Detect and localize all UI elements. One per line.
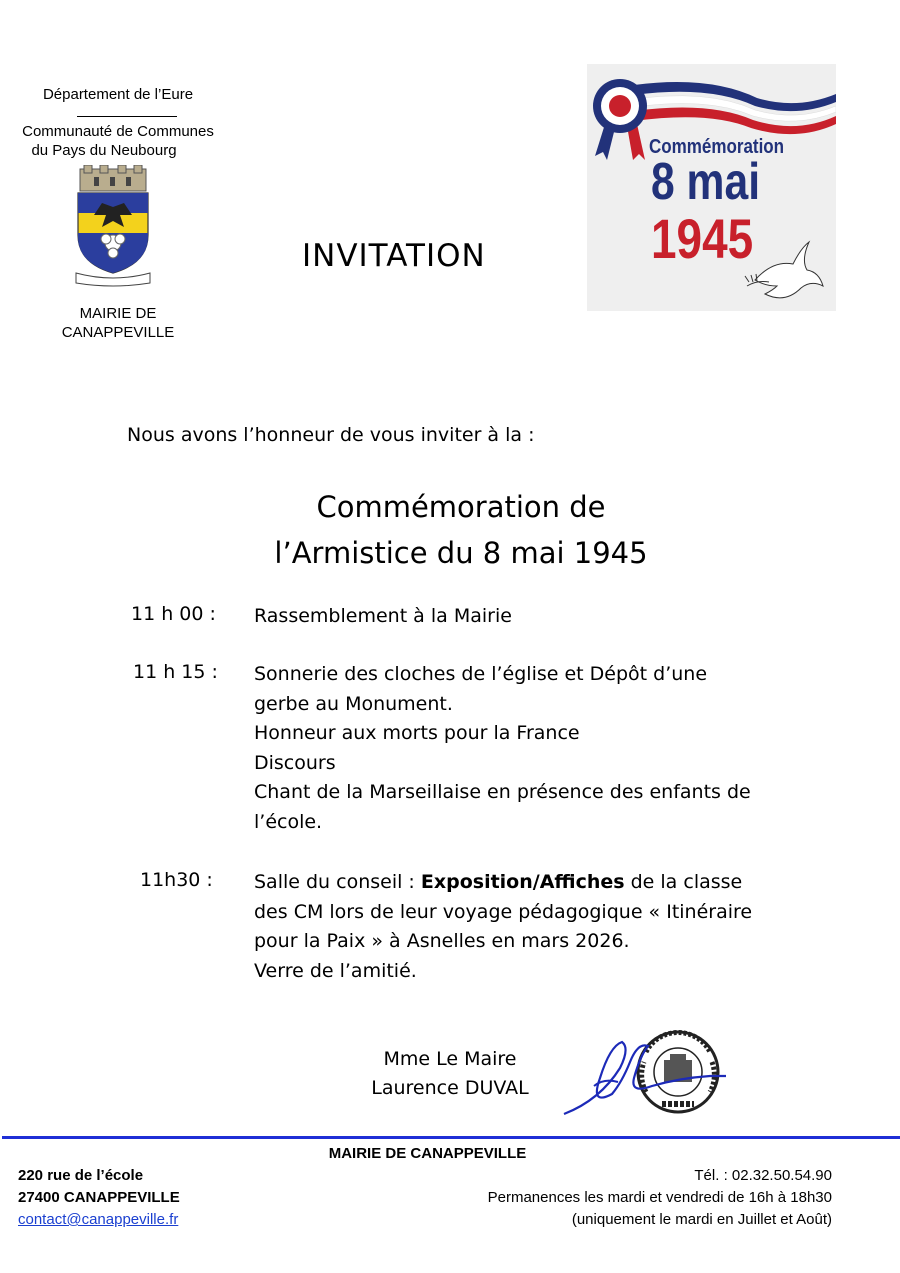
signature-stamp-icon bbox=[560, 1028, 730, 1118]
signatory-block bbox=[300, 1045, 600, 1103]
exhibition-label: Exposition/Affiches bbox=[420, 871, 625, 893]
program-line-suffix: de la classe bbox=[624, 871, 743, 893]
program-item-2 bbox=[254, 660, 794, 837]
poster-line-2: 8 mai bbox=[651, 153, 761, 211]
mairie-line-1: MAIRIE DE bbox=[79, 305, 157, 322]
email-link[interactable]: contact@canappeville.fr bbox=[18, 1211, 179, 1228]
program-time-3: 11h30 : bbox=[140, 869, 213, 891]
program-line: Discours bbox=[254, 751, 336, 774]
footer-phone: Tél. : 02.32.50.54.90 bbox=[694, 1167, 832, 1184]
signatory-title: Mme Le Maire bbox=[383, 1048, 517, 1070]
footer-address-line-2: 27400 CANAPPEVILLE bbox=[18, 1189, 180, 1206]
event-title-line-1: Commémoration de bbox=[316, 490, 606, 524]
program-line: des CM lors de leur voyage pédagogique « Itinéraire bbox=[254, 900, 753, 923]
program-line: Sonnerie des cloches de l’église et Dépôt d’une bbox=[254, 663, 708, 685]
header-divider bbox=[77, 116, 177, 117]
intro-text: Nous avons l’honneur de vous inviter à la : bbox=[127, 424, 535, 446]
poster-line-1: Commémoration bbox=[649, 136, 785, 158]
coat-of-arms-icon bbox=[72, 165, 154, 287]
mairie-line-2: CANAPPEVILLE bbox=[61, 324, 175, 341]
program-line: pour la Paix » à Asnelles en mars 2026. bbox=[254, 930, 630, 952]
program-line: Chant de la Marseillaise en présence des enfants de bbox=[254, 781, 751, 803]
program-line bbox=[254, 868, 794, 898]
program-time-1: 11 h 00 : bbox=[131, 603, 216, 625]
program-item-3 bbox=[254, 868, 794, 986]
program-line: l’école. bbox=[254, 810, 323, 833]
invitation-title: INVITATION bbox=[302, 238, 486, 274]
program-line: Verre de l’amitié. bbox=[254, 959, 417, 982]
community-line-1: Communauté de Communes bbox=[22, 123, 214, 140]
footer-rule bbox=[2, 1136, 900, 1139]
community-line-2: du Pays du Neubourg bbox=[31, 142, 177, 159]
event-title bbox=[0, 484, 900, 576]
program-line-prefix: Salle du conseil : bbox=[254, 871, 421, 893]
program-line: gerbe au Monument. bbox=[254, 692, 453, 715]
footer-heading: MAIRIE DE CANAPPEVILLE bbox=[328, 1145, 527, 1162]
program-line: Rassemblement à la Mairie bbox=[254, 605, 512, 627]
footer-hours-note: (uniquement le mardi en Juillet et Août) bbox=[571, 1211, 832, 1228]
program-item-1 bbox=[254, 602, 794, 632]
footer-address-line-1: 220 rue de l’école bbox=[18, 1167, 144, 1184]
signatory-name: Laurence DUVAL bbox=[371, 1077, 529, 1099]
poster-line-3: 1945 bbox=[651, 207, 754, 270]
program-line: Honneur aux morts pour la France bbox=[254, 722, 580, 744]
footer-email-row bbox=[18, 1209, 178, 1231]
event-title-line-2: l’Armistice du 8 mai 1945 bbox=[274, 536, 648, 570]
commemoration-poster bbox=[587, 64, 836, 311]
program-time-2: 11 h 15 : bbox=[133, 661, 218, 683]
department-label: Département de l’Eure bbox=[42, 86, 194, 103]
footer-hours: Permanences les mardi et vendredi de 16h à 18h30 bbox=[487, 1189, 832, 1206]
